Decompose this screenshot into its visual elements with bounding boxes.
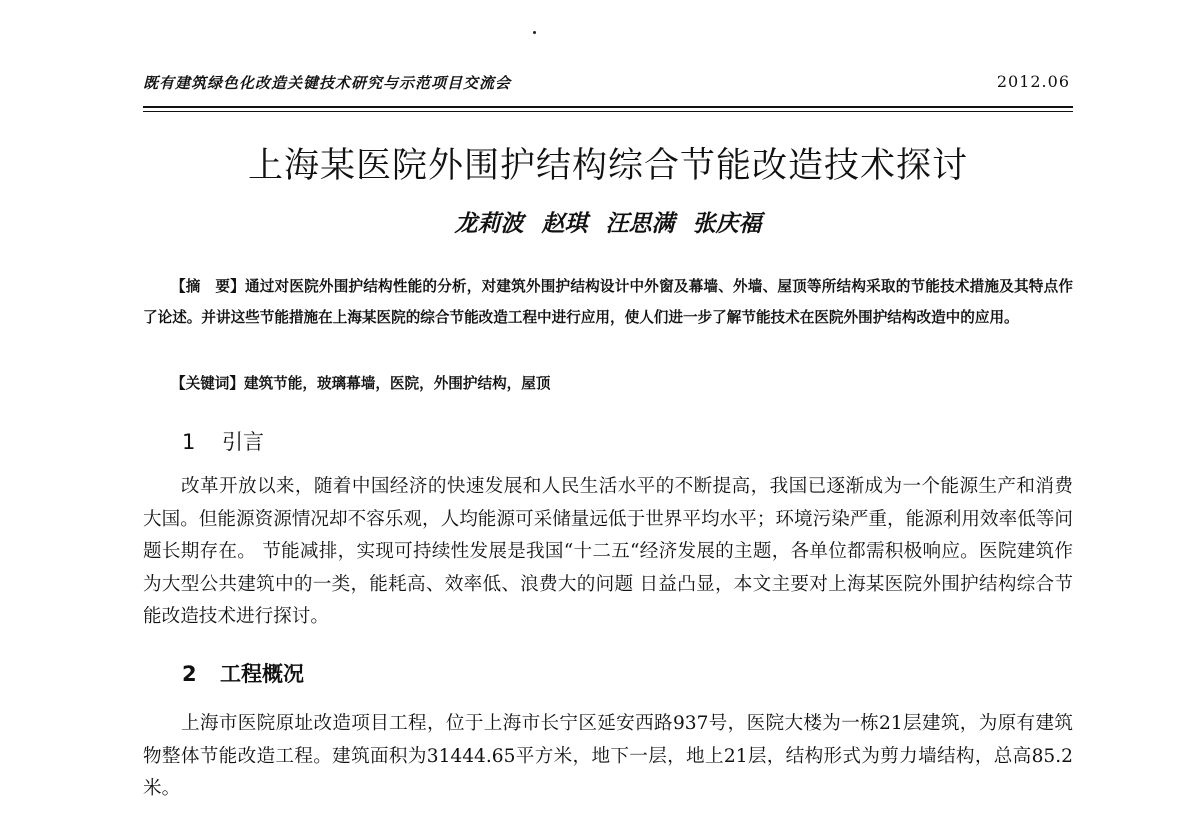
section-body-2: 上海市医院原址改造项目工程，位于上海市长宁区延安西路937号，医院大楼为一栋21层建筑，为原有建筑物整体节能改造工程。建筑面积为31444.65平方米，地下一层，地上21层，结构形式为剪力墙结构，总高85.2米。 [143,713,1073,799]
running-header [143,72,1073,102]
keywords-label: 【关键词】 [171,375,244,392]
abstract [143,271,1073,333]
section-title: 引言 [222,430,264,454]
scan-speck [533,31,536,34]
section-number: 2 [182,662,197,686]
paper-title: 上海某医院外围护结构综合节能改造技术探讨 [247,146,968,186]
keywords-text: 建筑节能，玻璃幕墙，医院，外围护结构，屋顶 [243,375,551,392]
abstract-label: 【摘 要】 [171,278,245,295]
section-heading-1 [182,426,264,456]
header-rule-thick [143,106,1073,108]
keywords [171,372,1071,393]
conference-name: 既有建筑绿色化改造关键技术研究与示范项目交流会 [143,74,512,92]
section-body-1: 改革开放以来，随着中国经济的快速发展和人民生活水平的不断提高，我国已逐渐成为一个能源生产和消费大国。但能源资源情况却不容乐观，人均能源可采储量远低于世界平均水平；环境污染严重，能源利用效率低等问题长期存在。 节能减排，实现可持续性发展是我国“十二五“经济发展的主题，各单位都需积极响应。医院建筑作为大型公共建筑中的一类，能耗高、效率低、浪费大的问题 日益凸显，本文主要对上海某医院外围护结构综合节能改造技术进行探讨。 [143,476,1073,627]
section-heading-2 [182,658,304,688]
abstract-text: 通过对医院外围护结构性能的分析，对建筑外围护结构设计中外窗及幕墙、外墙、屋顶等所结构采取的节能技术措施及其特点作了论述。并讲这些节能措施在上海某医院的综合节能改造工程中进行应用，使人们进一步了解节能技术在医院外围护结构改造中的应用。 [143,278,1073,326]
paper-authors: 龙莉波 赵琪 汪思满 张庆福 [454,210,762,237]
header-rule-thin [143,111,1073,112]
section-number: 1 [182,430,196,454]
section-title: 工程概况 [220,662,304,686]
issue-date: 2012.06 [996,72,1070,91]
